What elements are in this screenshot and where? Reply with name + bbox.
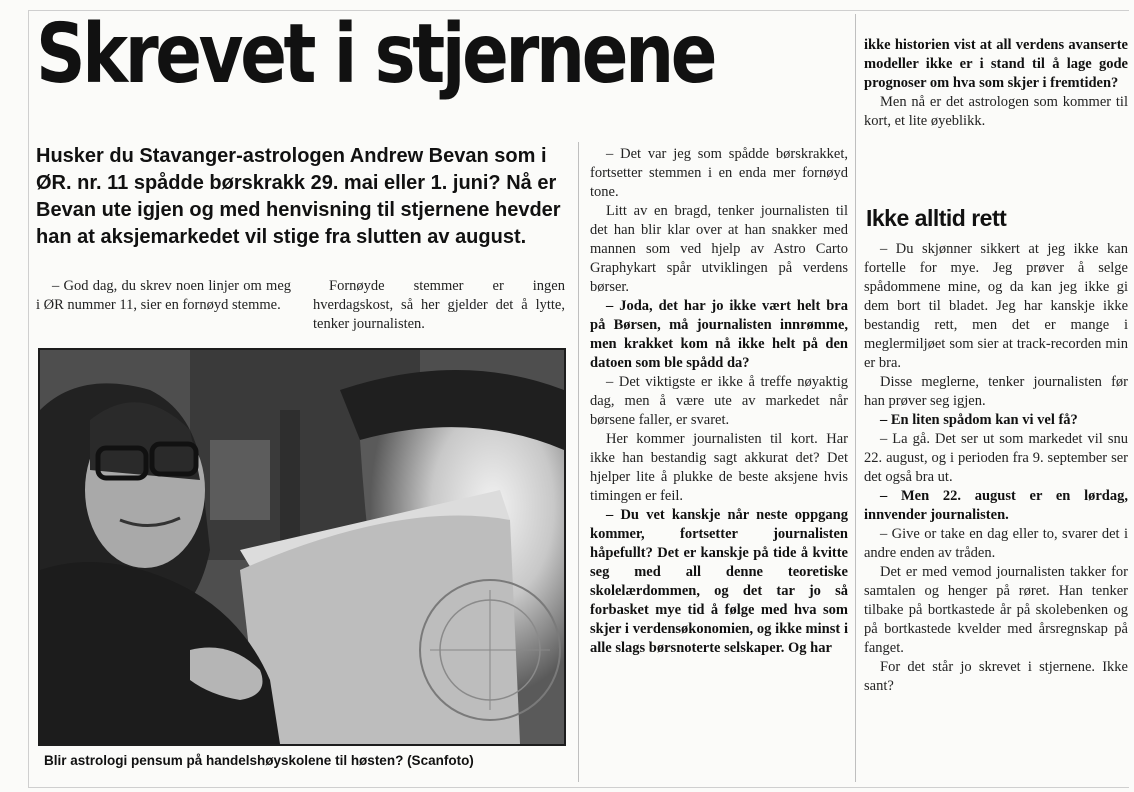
paragraph: – Give or take en dag eller to, svarer det i andre enden av tråden. [864, 526, 1128, 561]
paragraph: Men nå er det astrologen som kommer til kort, et lite øyeblikk. [864, 94, 1128, 129]
paragraph: – En liten spådom kan vi vel få? [880, 412, 1078, 428]
headline: Skrevet i stjernene [36, 7, 715, 102]
paragraph: ikke historien vist at all verdens avanserte modeller ikke er i stand til å lage gode prognoser om hva som skjer i fremtiden? [864, 37, 1128, 91]
column-1 [36, 277, 291, 315]
paragraph: Litt av en bragd, tenker journalisten til det han blir klar over at han snakker med mannen som ved hjelp av Astro Carto Graphykart spår utviklingen på verdens børser. [590, 203, 848, 295]
paragraph: Disse meglerne, tenker journalisten før han prøver seg igjen. [864, 374, 1128, 409]
paragraph: – Det var jeg som spådde børskrakket, fortsetter stemmen i en enda mer fornøyd tone. [590, 146, 848, 200]
column-3 [590, 145, 848, 658]
lede: Husker du Stavanger-astrologen Andrew Bevan som i ØR. nr. 11 spådde børskrakk 29. mai eller 1. juni? Nå er Bevan ute igjen og med henvisning til stjernene hevder han at aksjemarkedet vil stige fra slutten av august. [36, 145, 561, 248]
paragraph: – Joda, det har jo ikke vært helt bra på Børsen, må journalisten innrømme, men krakket kom nå ikke helt på den datoen som ble spådd da? [590, 298, 848, 371]
subheading: Ikke alltid rett [866, 205, 1007, 231]
paragraph: Fornøyde stemmer er ingen hverdagskost, så her gjelder det å lytte, tenker journalisten. [313, 278, 565, 332]
paragraph: – Du skjønner sikkert at jeg ikke kan fortelle for mye. Jeg prøver å selge spådommene mine, og da kan jeg ikke gi dem bort til bladet. Jeg har kanskje ikke bestandig rett, men det er mange i meglermiljøet som sier at track-recorden min er bra. [864, 241, 1128, 371]
paragraph: – Det viktigste er ikke å treffe nøyaktig dag, men å være ute av markedet når børsene faller, er svaret. [590, 374, 848, 428]
paragraph: – God dag, du skrev noen linjer om meg i ØR nummer 11, sier en fornøyd stemme. [36, 278, 291, 313]
column-4-bottom [864, 240, 1128, 696]
astrologer-photo [40, 350, 564, 744]
paragraph: – Du vet kanskje når neste oppgang kommer, fortsetter journalisten håpefullt? Det er kanskje på tide å kvitte seg med all denne teoretiske skolelærdommen, og det tar jo så forbasket mye tid å følge med hva som skjer i verdensøkonomien, og ikke minst i alle slags børsnoterte selskaper. Og har [590, 507, 848, 656]
paragraph: For det står jo skrevet i stjernene. Ikke sant? [864, 659, 1128, 694]
column-2 [313, 277, 565, 334]
column-rule [855, 14, 856, 782]
paragraph: Det er med vemod journalisten takker for samtalen og henger på røret. Han tenker tilbake på bortkastede år på skolebenken og på bortkastede kvelder med årsregnskap på fanget. [864, 564, 1128, 656]
photo-caption: Blir astrologi pensum på handelshøyskolene til høsten? (Scanfoto) [44, 753, 474, 768]
paragraph: – La gå. Det ser ut som markedet vil snu 22. august, og i perioden fra 9. september ser det også bra ut. [864, 431, 1128, 485]
column-4-top [864, 36, 1128, 131]
column-rule [578, 142, 579, 782]
paragraph: Her kommer journalisten til kort. Har ikke han bestandig sagt akkurat det? Det hjelper lite å plukke de beste aksjene hvis timingen er feil. [590, 431, 848, 504]
paragraph: – Men 22. august er en lørdag, innvender journalisten. [864, 488, 1128, 523]
article-photo [38, 348, 566, 746]
